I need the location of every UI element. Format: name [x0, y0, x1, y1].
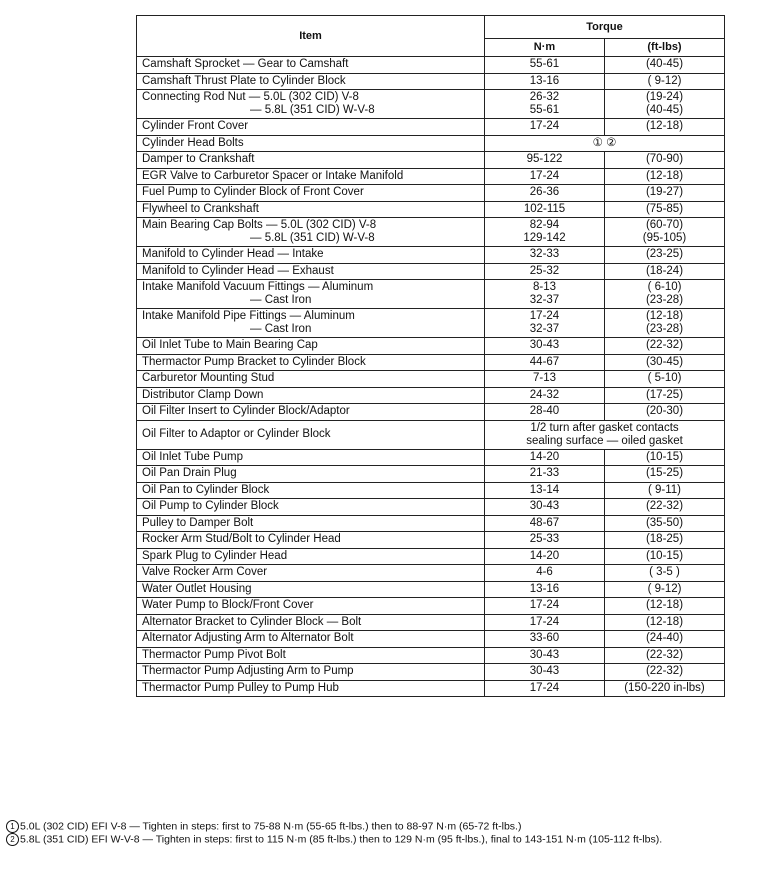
row-item — [137, 371, 485, 388]
row-item — [137, 548, 485, 565]
row-item — [137, 680, 485, 697]
row-ftlbs: ( 9-12) — [605, 73, 725, 90]
table-row — [137, 387, 725, 404]
row-item-line: Water Outlet Housing — [142, 582, 252, 595]
row-nm: 102-115 — [485, 201, 605, 218]
row-nm: 55-61 — [485, 57, 605, 74]
footnote-2 — [6, 833, 766, 846]
row-nm: 13-16 — [485, 581, 605, 598]
row-ftlbs: (22-32) — [605, 647, 725, 664]
row-nm: 26-32 55-61 — [485, 90, 605, 119]
row-item — [137, 631, 485, 648]
row-ftlbs: (15-25) — [605, 466, 725, 483]
footnote-marker-1: 1 — [6, 820, 19, 833]
row-item-line: — 5.8L (351 CID) W-V-8 — [250, 232, 375, 244]
row-nm: 17-24 — [485, 119, 605, 136]
row-ftlbs: (23-25) — [605, 247, 725, 264]
row-item-line: Manifold to Cylinder Head — Exhaust — [142, 264, 334, 277]
row-item-line: Thermactor Pump Bracket to Cylinder Block — [142, 355, 366, 368]
row-item-line: Camshaft Sprocket — Gear to Camshaft — [142, 58, 349, 71]
row-item — [137, 354, 485, 371]
header-item: Item — [137, 16, 485, 57]
row-nm: 30-43 — [485, 664, 605, 681]
table-row — [137, 57, 725, 74]
table-row — [137, 73, 725, 90]
row-ftlbs: (19-27) — [605, 185, 725, 202]
row-item-line: Thermactor Pump Pulley to Pump Hub — [142, 681, 339, 694]
table-row — [137, 598, 725, 615]
row-item — [137, 647, 485, 664]
row-item-line: Camshaft Thrust Plate to Cylinder Block — [142, 74, 346, 87]
row-item — [137, 482, 485, 499]
row-nm: 7-13 — [485, 371, 605, 388]
row-nm: 82-94 129-142 — [485, 218, 605, 247]
table-row — [137, 614, 725, 631]
row-ftlbs: (150-220 in-lbs) — [605, 680, 725, 697]
row-nm: 24-32 — [485, 387, 605, 404]
row-item-line: Intake Manifold Vacuum Fittings — Aluminum — [142, 281, 374, 293]
row-item — [137, 168, 485, 185]
row-item-line: Oil Filter Insert to Cylinder Block/Adaptor — [142, 405, 350, 418]
row-ftlbs: (30-45) — [605, 354, 725, 371]
row-item-line: Connecting Rod Nut — 5.0L (302 CID) V-8 — [142, 91, 359, 103]
row-item-line: Oil Pan to Cylinder Block — [142, 483, 270, 496]
row-ftlbs: (18-25) — [605, 532, 725, 549]
row-nm: 17-24 32-37 — [485, 309, 605, 338]
row-item — [137, 532, 485, 549]
row-item — [137, 280, 485, 309]
row-item-line: Thermactor Pump Pivot Bolt — [142, 648, 286, 661]
row-nm: 30-43 — [485, 499, 605, 516]
row-item — [137, 664, 485, 681]
row-ftlbs: (22-32) — [605, 499, 725, 516]
row-item-line: Distributor Clamp Down — [142, 388, 264, 401]
row-nm: 17-24 — [485, 598, 605, 615]
table-row — [137, 499, 725, 516]
table-row — [137, 565, 725, 582]
row-nm: 4-6 — [485, 565, 605, 582]
row-ftlbs: (10-15) — [605, 449, 725, 466]
row-ftlbs: (22-32) — [605, 338, 725, 355]
table-row — [137, 548, 725, 565]
row-ftlbs: (60-70) (95-105) — [605, 218, 725, 247]
row-item-line: Oil Inlet Tube to Main Bearing Cap — [142, 339, 318, 352]
row-item — [137, 338, 485, 355]
row-ftlbs: (12-18) — [605, 168, 725, 185]
row-item — [137, 135, 485, 152]
row-nm: 48-67 — [485, 515, 605, 532]
row-nm: 32-33 — [485, 247, 605, 264]
row-item — [137, 565, 485, 582]
row-item — [137, 449, 485, 466]
row-item-line: Water Pump to Block/Front Cover — [142, 599, 314, 612]
row-nm: 25-32 — [485, 263, 605, 280]
table-body — [137, 57, 725, 697]
header-torque: Torque — [485, 16, 725, 39]
row-item — [137, 404, 485, 421]
row-ftlbs: (12-18) (23-28) — [605, 309, 725, 338]
row-item — [137, 614, 485, 631]
row-item — [137, 598, 485, 615]
row-item-line: Alternator Adjusting Arm to Alternator Bolt — [142, 632, 354, 645]
row-ftlbs: (75-85) — [605, 201, 725, 218]
footnotes — [6, 820, 766, 846]
table-row — [137, 338, 725, 355]
row-item-line: Oil Inlet Tube Pump — [142, 450, 243, 463]
row-item — [137, 420, 485, 449]
header-ftlbs: (ft-lbs) — [605, 39, 725, 57]
row-item — [137, 581, 485, 598]
table-row — [137, 449, 725, 466]
row-item-line: Pulley to Damper Bolt — [142, 516, 254, 529]
row-ftlbs: (12-18) — [605, 598, 725, 615]
row-item — [137, 515, 485, 532]
row-nm: 28-40 — [485, 404, 605, 421]
row-item — [137, 90, 485, 119]
table-row — [137, 482, 725, 499]
row-item-line: — Cast Iron — [250, 294, 312, 306]
row-ftlbs: (18-24) — [605, 263, 725, 280]
row-nm: 26-36 — [485, 185, 605, 202]
row-ftlbs: (35-50) — [605, 515, 725, 532]
footnote-text-2: 5.8L (351 CID) EFI W-V-8 — Tighten in steps: first to 115 N·m (85 ft-lbs.) then to 129 N·m (95 ft-lbs.), final to 143-151 N·m (105-112 ft-lbs). — [20, 833, 663, 846]
row-ftlbs: ( 9-11) — [605, 482, 725, 499]
row-item-line: Thermactor Pump Adjusting Arm to Pump — [142, 665, 354, 678]
table-row — [137, 581, 725, 598]
row-ftlbs: ( 3-5 ) — [605, 565, 725, 582]
row-ftlbs: (12-18) — [605, 119, 725, 136]
row-nm: 44-67 — [485, 354, 605, 371]
row-nm: 21-33 — [485, 466, 605, 483]
table-row — [137, 680, 725, 697]
row-ftlbs: (24-40) — [605, 631, 725, 648]
row-item-line: Valve Rocker Arm Cover — [142, 566, 268, 579]
table-row — [137, 185, 725, 202]
row-nm: 14-20 — [485, 548, 605, 565]
row-item — [137, 309, 485, 338]
row-item-line: Flywheel to Crankshaft — [142, 202, 259, 215]
table-row — [137, 263, 725, 280]
table-row — [137, 119, 725, 136]
row-item-line: Cylinder Head Bolts — [142, 136, 244, 149]
row-item — [137, 57, 485, 74]
row-ftlbs: ( 9-12) — [605, 581, 725, 598]
row-item-line: Rocker Arm Stud/Bolt to Cylinder Head — [142, 533, 341, 546]
row-note: ① ② — [485, 135, 725, 152]
table-row — [137, 466, 725, 483]
row-item-line: Manifold to Cylinder Head — Intake — [142, 248, 324, 261]
table-row — [137, 647, 725, 664]
row-ftlbs: (12-18) — [605, 614, 725, 631]
row-ftlbs: ( 6-10) (23-28) — [605, 280, 725, 309]
row-ftlbs: ( 5-10) — [605, 371, 725, 388]
table-row — [137, 532, 725, 549]
row-item-line: Oil Filter to Adaptor or Cylinder Block — [142, 428, 331, 440]
row-item — [137, 499, 485, 516]
row-item-line: Main Bearing Cap Bolts — 5.0L (302 CID) V-8 — [142, 219, 377, 231]
table-row — [137, 309, 725, 338]
table-row — [137, 218, 725, 247]
row-ftlbs: (19-24) (40-45) — [605, 90, 725, 119]
row-nm: 33-60 — [485, 631, 605, 648]
row-item-line: — 5.8L (351 CID) W-V-8 — [250, 104, 375, 116]
row-nm: 17-24 — [485, 168, 605, 185]
row-item-line: Alternator Bracket to Cylinder Block — Bolt — [142, 615, 362, 628]
row-nm: 8-13 32-37 — [485, 280, 605, 309]
row-item — [137, 152, 485, 169]
table-row — [137, 631, 725, 648]
row-ftlbs: (22-32) — [605, 664, 725, 681]
table-row — [137, 168, 725, 185]
table-row — [137, 354, 725, 371]
row-nm: 30-43 — [485, 647, 605, 664]
row-item — [137, 466, 485, 483]
torque-table — [136, 15, 725, 697]
row-ftlbs: (20-30) — [605, 404, 725, 421]
row-item-line: Oil Pan Drain Plug — [142, 467, 237, 480]
row-item — [137, 387, 485, 404]
row-item-line: Intake Manifold Pipe Fittings — Aluminum — [142, 310, 355, 322]
row-item — [137, 201, 485, 218]
row-ftlbs: (70-90) — [605, 152, 725, 169]
header-nm: N·m — [485, 39, 605, 57]
table-row — [137, 90, 725, 119]
row-item-line: Carburetor Mounting Stud — [142, 372, 275, 385]
row-item-line: Fuel Pump to Cylinder Block of Front Cover — [142, 186, 364, 199]
row-nm: 13-14 — [485, 482, 605, 499]
table-row — [137, 135, 725, 152]
row-item-line: Cylinder Front Cover — [142, 120, 249, 133]
row-item-line: Damper to Crankshaft — [142, 153, 255, 166]
row-item — [137, 247, 485, 264]
row-note: 1/2 turn after gasket contacts sealing surface — oiled gasket — [485, 420, 725, 449]
footnote-marker-2: 2 — [6, 833, 19, 846]
table-row — [137, 280, 725, 309]
row-item-line: Oil Pump to Cylinder Block — [142, 500, 279, 513]
torque-spec-sheet — [136, 15, 724, 697]
table-row — [137, 420, 725, 449]
row-item-line: — Cast Iron — [250, 323, 312, 335]
row-nm: 17-24 — [485, 680, 605, 697]
row-nm: 14-20 — [485, 449, 605, 466]
row-item — [137, 218, 485, 247]
table-row — [137, 201, 725, 218]
table-row — [137, 404, 725, 421]
row-ftlbs: (40-45) — [605, 57, 725, 74]
table-row — [137, 371, 725, 388]
footnote-1 — [6, 820, 766, 833]
row-nm: 25-33 — [485, 532, 605, 549]
row-item — [137, 119, 485, 136]
row-nm: 13-16 — [485, 73, 605, 90]
row-item-line: Spark Plug to Cylinder Head — [142, 549, 288, 562]
row-item-line: EGR Valve to Carburetor Spacer or Intake Manifold — [142, 169, 404, 182]
table-row — [137, 515, 725, 532]
row-nm: 30-43 — [485, 338, 605, 355]
row-ftlbs: (10-15) — [605, 548, 725, 565]
table-row — [137, 247, 725, 264]
row-item — [137, 185, 485, 202]
row-item — [137, 263, 485, 280]
row-ftlbs: (17-25) — [605, 387, 725, 404]
table-row — [137, 664, 725, 681]
footnote-text-1: 5.0L (302 CID) EFI V-8 — Tighten in steps: first to 75-88 N·m (55-65 ft-lbs.) then to 88-97 N·m (65-72 ft-lbs.) — [20, 820, 522, 833]
row-nm: 17-24 — [485, 614, 605, 631]
row-nm: 95-122 — [485, 152, 605, 169]
row-item — [137, 73, 485, 90]
table-row — [137, 152, 725, 169]
